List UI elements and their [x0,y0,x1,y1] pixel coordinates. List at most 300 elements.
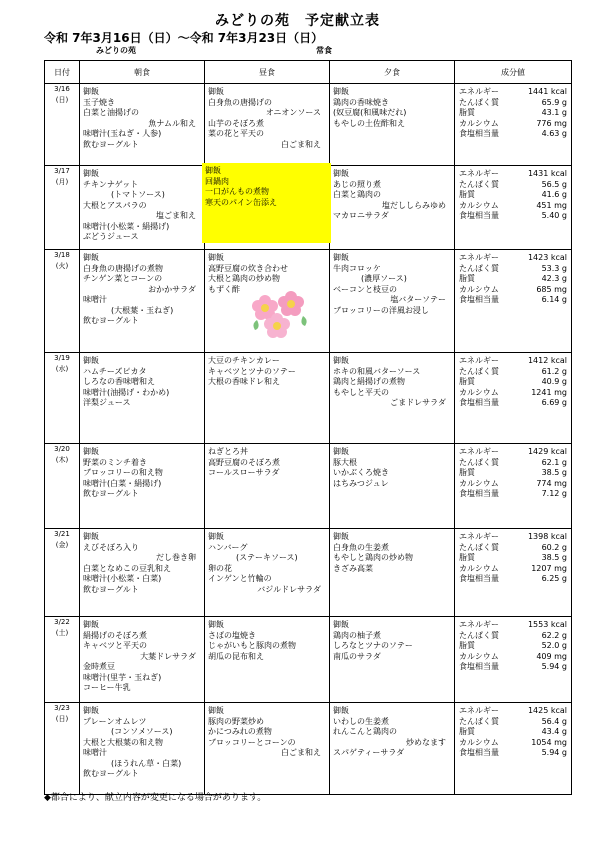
weekday-text: (日) [55,96,69,104]
menu-period: 令和 7年3月16日（日）～令和 7年3月23日（日） [44,31,324,45]
dish-item: 白菜と鶏肉の [333,190,381,199]
nutrient-row [459,553,567,564]
date-text: 3/20 [54,445,70,453]
weekday-text: (火) [55,262,69,270]
dish-item: 味噌汁(白菜・絹揚げ) [83,478,162,488]
nutrient-value: 5.40 g [541,211,567,220]
nutrient-value: 6.69 g [541,398,567,407]
nutrition-cell [455,617,572,703]
nutrient-label: たんぱく質 [459,263,499,273]
dish-item: ハムチーズピカタ [83,366,147,376]
dish-item: じゃがいもと豚肉の煮物 [208,641,296,650]
dish-item: ホキの和風バターソース [333,366,421,376]
dinner-cell [330,703,455,795]
dish-item: バジルドレサラダ [257,584,321,594]
nutrient-label: カルシウム [459,737,499,747]
dish-item: 飲むヨーグルト [83,316,139,325]
nutrient-label: たんぱく質 [459,366,499,376]
dish-item: 御飯 [208,253,224,262]
dish-item: 絹揚げのそぼろ煮 [83,630,147,640]
day-row [45,84,572,166]
dish-item: ハンバーグ [208,542,248,552]
dish-item: 高野豆腐のそぼろ煮 [208,457,280,467]
dish-item: 鶏肉の香味焼き [333,97,389,107]
nutrient-value: 409 mg [536,651,567,661]
nutrient-value: 1431 kcal [527,169,567,178]
dish-item: 御飯 [83,447,99,456]
nutrient-label: カルシウム [459,651,499,661]
dish-item: 白身魚の唐揚げの [208,97,272,107]
dish-item: 大豆のチキンカレー [208,356,280,365]
nutrition-cell [455,353,572,444]
dish-item: 玉子焼き [83,97,115,107]
dish-item: 御飯 [208,532,224,541]
header-row [45,61,572,84]
dish-item: 御飯 [208,87,224,96]
nutrient-value: 5.94 g [541,748,567,757]
lunch-cell [205,444,330,529]
dish-item: しろなとツナのソテー [333,641,413,650]
nutrition-cell [455,166,572,250]
nutrient-row [459,706,567,717]
dish-item: ベーコンと枝豆の [333,284,397,294]
dish-item: (トマトソース) [111,190,165,199]
day-date [45,250,80,353]
nutrient-row [459,479,567,490]
dish-item: だし巻き卵 [156,553,196,562]
dish-item: 御飯 [83,706,99,715]
nutrient-value: 38.5 g [541,553,567,562]
breakfast-cell [80,84,205,166]
dish-item: 白身魚の唐揚げの煮物 [83,263,163,273]
dish-item: 寒天のパイン缶添え [205,197,277,207]
dish-item: 御飯 [333,87,349,96]
dish-item: 飲むヨーグルト [83,489,139,498]
dinner-cell [330,353,455,444]
nutrition-cell [455,703,572,795]
nutrient-label: 食塩相当量 [459,489,499,498]
nutrient-label: エネルギー [459,532,499,541]
day-date [45,353,80,444]
breakfast-cell [80,617,205,703]
dish-item: おかかサラダ [148,284,196,294]
col-dinner: 夕食 [330,61,455,84]
dinner-cell [330,444,455,529]
nutrient-value: 451 mg [536,200,567,210]
nutrient-label: たんぱく質 [459,630,499,640]
nutrient-label: 脂質 [459,641,475,650]
flower-icon [252,291,307,338]
nutrient-value: 774 mg [536,478,567,488]
nutrient-label: カルシウム [459,284,499,294]
day-row [45,444,572,529]
nutrient-label: エネルギー [459,706,499,715]
nutrient-value: 1425 kcal [527,706,567,715]
date-text: 3/23 [54,704,70,712]
dish-item: 魚ナムル和え [148,118,196,128]
nutrient-label: エネルギー [459,87,499,96]
nutrient-value: 685 mg [536,284,567,294]
dish-item: (大根葉・玉ねぎ) [111,305,174,315]
nutrient-row [459,119,567,130]
dish-item: ブロッコリーの和え物 [83,468,163,477]
dish-item: はちみつジュレ [333,478,389,488]
weekday-text: (土) [55,629,69,637]
nutrient-label: エネルギー [459,169,499,178]
day-row [45,703,572,795]
dish-item: キャベツとツナのソテー [208,366,296,376]
dish-item: きざみ高菜 [333,563,373,573]
nutrient-value: 40.9 g [541,377,567,386]
dish-item: 塩バターソテー [390,295,446,304]
date-text: 3/18 [54,251,70,259]
nutrient-label: 脂質 [459,553,475,562]
dish-item: 白菜となめこの豆乳和え [83,563,171,573]
lunch-cell [205,353,330,444]
nutrient-row [459,377,567,388]
nutrient-value: 65.9 g [541,97,567,107]
dish-item: 野菜のミンチ着き [83,457,147,467]
dish-item: 御飯 [208,620,224,629]
nutrient-value: 776 mg [536,118,567,128]
day-date [45,166,80,250]
date-text: 3/21 [54,530,70,538]
menu-table [44,60,572,795]
dish-item: 飲むヨーグルト [83,139,139,149]
nutrient-value: 1241 mg [531,387,567,397]
nutrient-label: 食塩相当量 [459,295,499,304]
nutrient-label: 脂質 [459,190,475,199]
nutrient-label: カルシウム [459,118,499,128]
col-breakfast: 朝食 [80,61,205,84]
dish-item: (ステーキソース) [236,553,298,562]
date-text: 3/17 [54,167,70,175]
nutrient-label: たんぱく質 [459,97,499,107]
nutrient-value: 1398 kcal [527,532,567,541]
dish-item: 高野豆腐の炊き合わせ [208,263,288,273]
flower-decoration [245,290,315,340]
dish-item: ブロッコリーの洋風お浸し [333,305,429,315]
dish-item: オニオンソース [265,108,321,117]
nutrient-label: カルシウム [459,200,499,210]
dish-item: チンゲン菜とコーンの [83,274,163,283]
dinner-cell [330,84,455,166]
day-row [45,166,572,250]
dish-item: 味噌汁(里芋・玉ねぎ) [83,672,162,682]
nutrient-label: 食塩相当量 [459,129,499,138]
nutrient-label: 食塩相当量 [459,662,499,671]
col-date: 日付 [45,61,80,84]
dish-item: コールスローサラダ [208,468,280,477]
nutrient-value: 56.4 g [541,716,567,726]
nutrient-row [459,264,567,275]
nutrient-value: 52.0 g [541,641,567,650]
nutrient-label: 脂質 [459,727,475,736]
day-row [45,617,572,703]
dish-item: (コンソメソース) [111,727,173,736]
breakfast-cell [80,250,205,353]
dish-item: 大根の香味ドレ和え [208,377,280,386]
dish-item: 御飯 [83,169,99,178]
dish-item: 洋梨ジュース [83,398,131,407]
nutrient-value: 1441 kcal [527,87,567,96]
weekday-text: (金) [55,541,69,549]
nutrient-label: たんぱく質 [459,179,499,189]
facility-name: みどりの苑 [96,46,136,55]
nutrient-row [459,662,567,673]
dish-item: 御飯 [333,356,349,365]
dish-item: もずく酢 [208,284,240,294]
dinner-cell [330,617,455,703]
lunch-cell [205,617,330,703]
dish-item: 炒めなます [406,737,446,747]
dish-item: 御飯 [83,532,99,541]
nutrient-row [459,717,567,728]
dinner-cell [330,250,455,353]
dish-item: 白身魚の生姜煮 [333,542,389,552]
date-text: 3/19 [54,354,70,362]
dish-item: 卵の花 [208,563,232,573]
nutrient-label: 脂質 [459,274,475,283]
dish-item: ねぎとろ丼 [208,447,248,456]
meal-type: 常食 [316,46,332,55]
dish-item: キャベツと平天の [83,641,147,650]
dish-item: 味噌汁 [83,295,107,304]
nutrient-row [459,447,567,458]
nutrient-row [459,201,567,212]
nutrient-value: 1054 mg [531,737,567,747]
dish-item: 味噌汁(玉ねぎ・人参) [83,129,162,138]
dish-item: インゲンと竹輪の [208,574,272,583]
nutrient-row [459,169,567,180]
weekday-text: (月) [55,178,69,186]
lunch-cell [205,703,330,795]
nutrient-row [459,574,567,585]
dish-item: 御飯 [83,253,99,262]
lunch-cell [205,166,330,250]
nutrient-row [459,543,567,554]
nutrient-row [459,367,567,378]
lunch-cell [205,84,330,166]
dish-item: かにつみれの煮物 [208,727,272,736]
nutrient-value: 5.94 g [541,662,567,671]
nutrient-row [459,180,567,191]
dish-item: 御飯 [208,706,224,715]
weekday-text: (日) [55,715,69,723]
dish-item: ブロッコリーとコーンの [208,737,296,747]
dish-item: 味噌汁(小松菜・絹揚げ) [83,221,170,231]
dish-item: (ほうれん草・白菜) [111,758,182,768]
dish-item: えびそぼろ入り [83,542,139,552]
breakfast-cell [80,703,205,795]
nutrient-value: 6.14 g [541,295,567,304]
day-date [45,444,80,529]
nutrient-row [459,108,567,119]
nutrient-row [459,727,567,738]
breakfast-cell [80,444,205,529]
nutrition-cell [455,444,572,529]
dish-item: (濃厚ソース) [361,274,407,283]
nutrient-value: 41.6 g [541,190,567,199]
weekday-text: (木) [55,456,69,464]
nutrient-row [459,356,567,367]
nutrient-value: 1429 kcal [527,447,567,456]
col-lunch: 昼食 [205,61,330,84]
nutrient-value: 1207 mg [531,563,567,573]
dish-item: 白ごま和え [281,748,321,757]
nutrient-row [459,285,567,296]
nutrient-row [459,211,567,222]
nutrient-row [459,274,567,285]
dish-item: ごまドレサラダ [390,398,446,407]
nutrient-label: 食塩相当量 [459,398,499,407]
nutrient-label: エネルギー [459,253,499,262]
dish-item: 御飯 [333,169,349,178]
dish-item: チキンナゲット [83,179,139,189]
dish-item: 御飯 [83,87,99,96]
day-date [45,617,80,703]
nutrient-value: 7.12 g [541,489,567,498]
nutrient-label: エネルギー [459,356,499,365]
dish-item: 飲むヨーグルト [83,769,139,778]
nutrient-row [459,398,567,409]
dish-item: (奴豆腐(和風味だれ) [333,108,407,117]
nutrient-row [459,489,567,500]
dinner-cell [330,529,455,617]
nutrient-row [459,748,567,759]
dish-item: 大根とアスパラの [83,200,147,210]
nutrient-value: 61.2 g [541,366,567,376]
nutrient-label: たんぱく質 [459,457,499,467]
nutrition-cell [455,529,572,617]
nutrient-value: 42.3 g [541,274,567,283]
nutrient-label: 脂質 [459,377,475,386]
dish-item: 南瓜のサラダ [333,651,381,661]
dish-item: 塩ごま和え [156,211,196,220]
dish-item: プレーンオムレツ [83,716,147,726]
nutrient-value: 1423 kcal [527,253,567,262]
dish-item: 御飯 [333,253,349,262]
lunch-cell [205,529,330,617]
date-text: 3/22 [54,618,70,626]
dish-item: 塩だししらみゆめ [382,200,446,210]
dish-item: 大葉ドレサラダ [140,651,196,661]
day-row [45,529,572,617]
nutrient-value: 56.5 g [541,179,567,189]
dinner-cell [330,166,455,250]
breakfast-cell [80,166,205,250]
breakfast-cell [80,529,205,617]
dish-item: 豚肉の野菜炒め [208,716,264,726]
dish-item: 御飯 [333,620,349,629]
dish-item: れんこんと鶏肉の [333,727,397,736]
nutrient-label: 脂質 [459,468,475,477]
nutrient-row [459,129,567,140]
dish-item: 白ごま和え [281,139,321,149]
nutrient-row [459,468,567,479]
nutrient-row [459,87,567,98]
nutrition-cell [455,84,572,166]
nutrient-value: 43.4 g [541,727,567,736]
nutrient-row [459,190,567,201]
nutrient-row [459,652,567,663]
dish-item: しろなの香味噌和え [83,377,155,386]
nutrient-row [459,641,567,652]
nutrient-value: 62.1 g [541,457,567,467]
nutrient-label: エネルギー [459,620,499,629]
day-date [45,529,80,617]
day-row [45,353,572,444]
nutrient-value: 1553 kcal [527,620,567,629]
dish-item: 御飯 [333,706,349,715]
dish-item: 回鍋肉 [205,176,229,186]
nutrient-row [459,98,567,109]
nutrient-label: たんぱく質 [459,542,499,552]
nutrient-value: 60.2 g [541,542,567,552]
nutrient-row [459,388,567,399]
footer-note: ◆都合により、献立内容が変更になる場合があります。 [44,793,267,803]
nutrient-label: 食塩相当量 [459,211,499,220]
dish-item: 御飯 [83,620,99,629]
nutrient-value: 62.2 g [541,630,567,640]
dish-item: 一口がんもの煮物 [205,187,269,196]
dish-item: 白菜と油揚げの [83,108,139,117]
nutrient-label: カルシウム [459,387,499,397]
dish-item: 金時煮豆 [83,662,115,671]
nutrient-row [459,458,567,469]
dish-item: コーヒー牛乳 [83,683,131,692]
nutrient-row [459,631,567,642]
nutrient-value: 43.1 g [541,108,567,117]
dish-item: いわしの生姜煮 [333,716,389,726]
dish-item: 御飯 [83,356,99,365]
nutrient-value: 1412 kcal [527,356,567,365]
nutrient-label: カルシウム [459,478,499,488]
dish-item: ぶどうジュース [83,232,139,241]
dish-item: 飲むヨーグルト [83,584,139,594]
nutrient-value: 53.3 g [541,263,567,273]
nutrient-value: 6.25 g [541,574,567,583]
dish-item: もやしの土佐酢和え [333,118,405,128]
dish-item: 味噌汁(油揚げ・わかめ) [83,387,170,397]
nutrient-row [459,295,567,306]
dish-item: 御飯 [205,166,221,175]
nutrition-cell [455,250,572,353]
nutrient-row [459,738,567,749]
dish-item: 菜の花と平天の [208,129,264,138]
nutrient-row [459,620,567,631]
nutrient-row [459,253,567,264]
dish-item: 大根と鶏肉の炒め物 [208,274,280,283]
dish-item: 鶏肉と絹揚げの煮物 [333,377,405,386]
dish-item: 御飯 [333,447,349,456]
dish-item: スパゲティーサラダ [333,748,405,757]
dish-item: 大根と大根葉の和え物 [83,737,163,747]
dish-item: もやしと鶏肉の炒め物 [333,553,413,562]
nutrient-label: 脂質 [459,108,475,117]
dish-item: 御飯 [333,532,349,541]
dish-item: さばの塩焼き [208,630,256,640]
dish-item: あじの照り煮 [333,179,381,189]
nutrient-label: 食塩相当量 [459,574,499,583]
dish-item: もやしと平天の [333,387,389,397]
page-title: みどりの苑 予定献立表 [215,13,380,29]
dish-item: 山芋のそぼろ煮 [208,118,264,128]
breakfast-cell [80,353,205,444]
date-text: 3/16 [54,85,70,93]
dish-item: 味噌汁 [83,748,107,757]
nutrient-value: 4.63 g [541,129,567,138]
